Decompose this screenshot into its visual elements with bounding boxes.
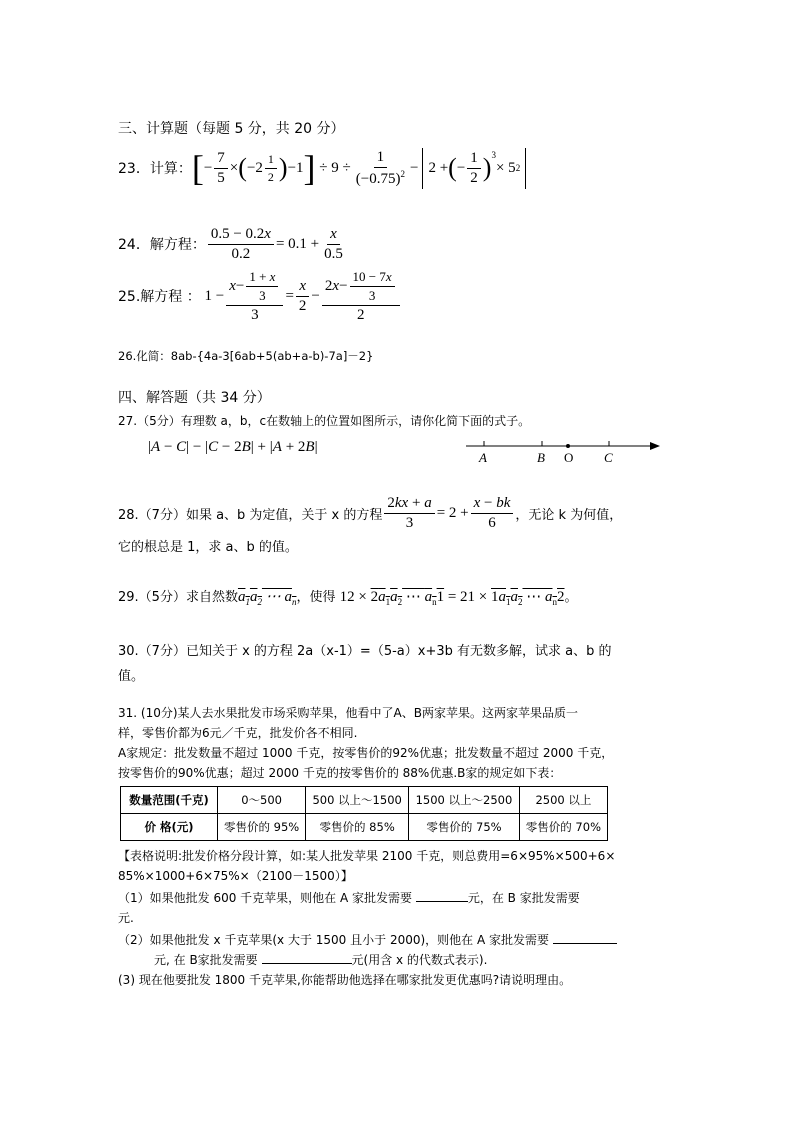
q31-parts: [118, 846, 678, 990]
question-27: 27.（5分）有理数 a，b，c在数轴上的位置如图所示，请你化简下面的式子。: [118, 414, 531, 428]
axis-label-c: C: [604, 450, 613, 465]
q28-equation: $\frac{2kx + a}{3}$ = 2 + $\frac{x - bk}{6}$: [382, 495, 515, 532]
answer-blank-1a[interactable]: [416, 901, 468, 902]
table-cell: 零售价的 70%: [519, 814, 607, 841]
sub2-text-a: （2）如果他批发 x 千克苹果(x 大于 1500 且小于 2000)，则他在 A 家批发需要: [118, 933, 550, 947]
sub2-text-b: 元, 在 B家批发需要: [154, 953, 258, 967]
axis-label-a: A: [479, 450, 487, 465]
table-cell: 零售价的 95%: [218, 814, 306, 841]
question-29: [118, 586, 578, 607]
table-header-cell: 数量范围(千克): [121, 787, 218, 814]
table-row: [121, 814, 608, 841]
sub-question-1: [118, 888, 678, 908]
q29-number-a: $a_1a_2$ ⋯ $a_n$: [237, 589, 297, 607]
table-header-cell: 500 以上～1500: [306, 787, 409, 814]
table-row: [121, 787, 608, 814]
sub1-text-a: （1）如果他批发 600 千克苹果，则他在 A 家批发需要: [118, 891, 413, 905]
question-24: [118, 222, 348, 266]
q28-text-a: 28.（7分）如果 a、b 为定值，关于 x 的方程: [118, 507, 383, 523]
question-31: [118, 703, 678, 783]
q23-label: 23．计算：: [118, 161, 192, 177]
q31-para2: 样，零售价都为6元／千克，批发价各不相同.: [118, 726, 358, 740]
q31-para1: 31. (10分)某人去水果批发市场采购苹果，他看中了A、B两家苹果。这两家苹果品质一: [118, 706, 578, 720]
table-note-line1: 【表格说明:批发价格分段计算，如:某人批发苹果 2100 千克，则总费用=6×95%×500+6×: [118, 849, 616, 863]
q28-text-b: ，无论 k 为何值，: [515, 507, 623, 523]
price-table: [120, 786, 608, 841]
q31-para4: 按零售价的90%优惠；超过 2000 千克的按零售价的 88%优惠.B家的规定如下表：: [118, 766, 562, 780]
question-30-line1: 30.（7分）已知关于 x 的方程 2a（x-1）=（5-a）x+3b 有无数多解，试求 a、b 的: [118, 644, 612, 659]
table-header-cell: 2500 以上: [519, 787, 607, 814]
axis-label-o: O: [564, 450, 574, 465]
table-header-cell: 0～500: [218, 787, 306, 814]
question-25: [118, 266, 402, 326]
q28-line2: 它的根总是 1，求 a、b 的值。: [118, 540, 298, 555]
question-26: 26.化简：8ab-{4a-3[6ab+5(ab+a-b)-7a]－2}: [118, 349, 374, 363]
answer-blank-2a[interactable]: [553, 943, 617, 944]
q29-text-b: ，使得: [296, 590, 336, 605]
question-28: [118, 493, 622, 533]
q25-label: 25.解方程 ：: [118, 289, 201, 305]
section-heading-calc: 三、计算题（每题 5 分，共 20 分）: [118, 121, 345, 137]
section-heading-solve: 四、解答题（共 34 分）: [118, 390, 271, 406]
table-note-line2: 85%×1000+6×75%×（2100－1500）】: [118, 869, 353, 883]
sub-question-2: [118, 930, 678, 950]
sub-question-2-line2: [118, 950, 678, 970]
sub1-text-c: 元.: [118, 911, 134, 925]
q24-equation: $\frac{0.5 - 0.2x}{0.2}$ = 0.1 + $\frac{x}{0.5}$: [206, 226, 348, 263]
sub1-text-b: 元，在 B 家批发需要: [467, 891, 580, 905]
number-line: [464, 436, 664, 466]
question-30-line2: 值。: [118, 669, 145, 684]
q23-expression: [ − $\frac{7}{5}$ × ( −2 $\frac{1}{2}$ ) −1 ] ÷ 9 ÷ $\frac{1}{(-0.75)^2}$ − 2 + ( − $\frac{1}{2}$ ) $^3$ × 5 2: [192, 148, 526, 189]
q29-text-c: 。: [564, 590, 578, 605]
sub-question-3: (3) 现在他要批发 1800 千克苹果,你能帮助他选择在哪家批发更优惠吗?请说明理由。: [118, 973, 572, 987]
table-cell: 零售价的 85%: [306, 814, 409, 841]
q29-equation: $12 \times 2a_1a_2$ ⋯ $a_n1 = 21 \times 1a_1a_2$ ⋯ $a_n2$: [339, 589, 565, 607]
q24-label: 24．解方程：: [118, 237, 206, 253]
q31-para3: A家规定：批发数量不超过 1000 千克，按零售价的92%优惠；批发数量不超过 2000 千克，: [118, 746, 614, 760]
table-cell: 零售价的 75%: [409, 814, 520, 841]
question-23: [118, 143, 526, 193]
q27-expression: |A − C| − |C − 2B| + |A + 2B|: [148, 439, 318, 455]
answer-blank-2b[interactable]: [262, 963, 352, 964]
q25-equation: 1 − x − $\frac{1 + x}{3}$ 3 = $\frac{x}{2}$ − 2 x − $\frac{10 - 7x}{3}$ 2: [201, 269, 402, 324]
table-header-cell: 1500 以上～2500: [409, 787, 520, 814]
table-cell: 价 格(元): [121, 814, 218, 841]
q29-text-a: 29.（5分）求自然数: [118, 590, 238, 605]
sub2-text-c: 元(用含 x 的代数式表示).: [351, 953, 488, 967]
axis-label-b: B: [537, 450, 545, 465]
